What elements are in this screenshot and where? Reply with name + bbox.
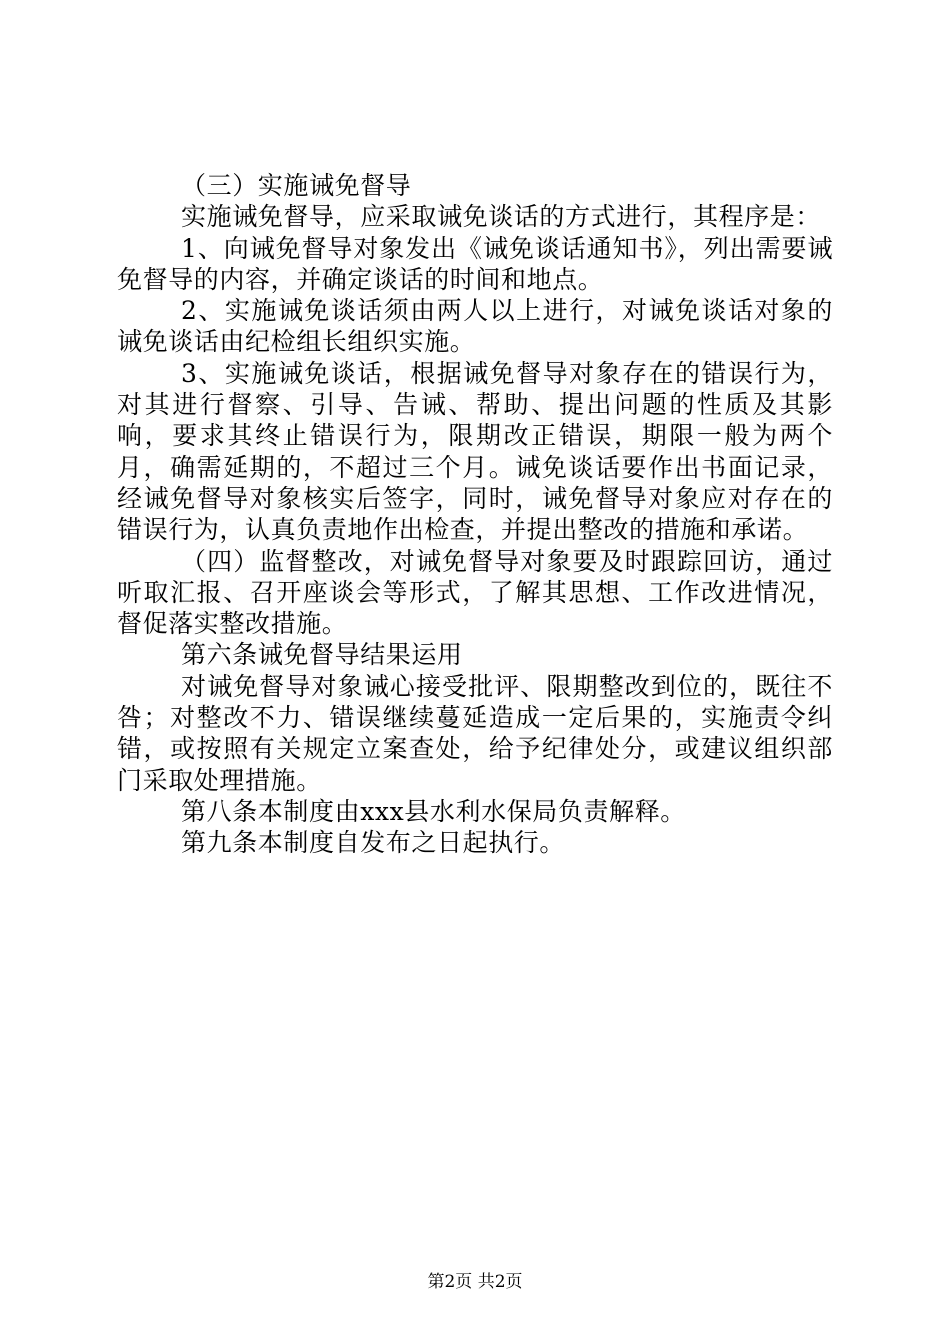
article-9: 第九条本制度自发布之日起执行。 (181, 828, 566, 858)
paragraph-step-3: 3、实施诫免谈话，根据诫免督导对象存在的错误行为，对其进行督察、引导、告诫、帮助、提出问题的性质及其影响，要求其终止错误行为，限期改正错误，期限一般为两个月，确需延期的，不超过三个月。诫免谈话要作出书面记录，经诫免督导对象核实后签字，同时，诫免督导对象应对存在的错误行为，认真负责地作出检查，并提出整改的措施和承诺。 (117, 358, 833, 545)
paragraph-procedure-intro: 实施诫免督导，应采取诫免谈话的方式进行，其程序是： (181, 202, 822, 232)
paragraph-step-1: 1、向诫免督导对象发出《诫免谈话通知书》，列出需要诫免督导的内容，并确定谈话的时间和地点。 (117, 233, 833, 294)
paragraph-step-2: 2、实施诫免谈话须由两人以上进行，对诫免谈话对象的诫免谈话由纪检组长组织实施。 (117, 296, 833, 357)
article-6-heading: 第六条诫免督导结果运用 (181, 640, 463, 670)
document-body (117, 170, 833, 859)
paragraph-results-usage: 对诫免督导对象诫心接受批评、限期整改到位的，既往不咎；对整改不力、错误继续蔓延造成一定后果的，实施责令纠错，或按照有关规定立案查处，给予纪律处分，或建议组织部门采取处理措施。 (117, 671, 833, 795)
article-8: 第八条本制度由xxx县水利水保局负责解释。 (181, 796, 686, 826)
section-heading-supervise: （四）监督整改，对诫免督导对象要及时跟踪回访，通过听取汇报、召开座谈会等形式，了解其思想、工作改进情况，督促落实整改措施。 (117, 546, 833, 639)
section-heading-implement: （三）实施诫免督导 (181, 171, 412, 200)
page-number-footer: 第2页 共2页 (427, 1272, 523, 1292)
